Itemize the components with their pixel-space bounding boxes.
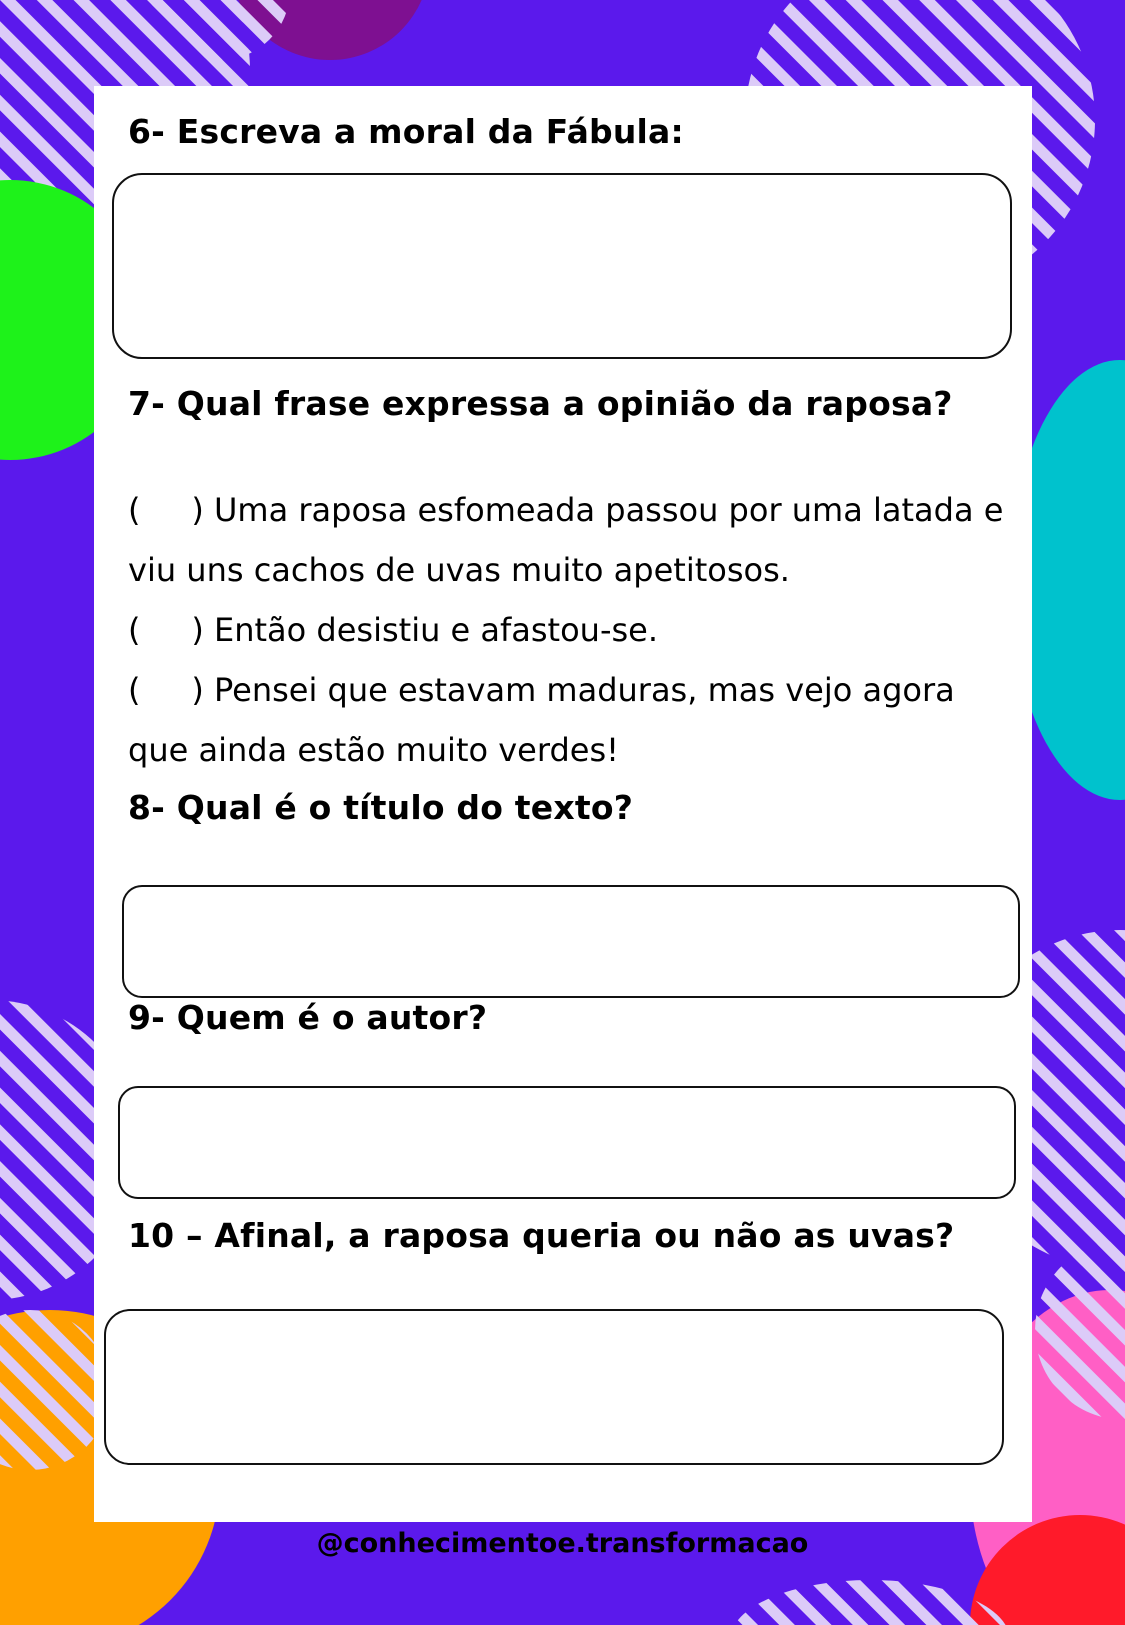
question-9-title: 9- Quem é o autor? (128, 998, 488, 1037)
answer-box-8[interactable] (122, 885, 1020, 998)
option-3-checkbox[interactable]: ( ) (128, 671, 204, 709)
answer-box-9[interactable] (118, 1086, 1016, 1199)
worksheet-card (94, 86, 1032, 1522)
option-2-checkbox[interactable]: ( ) (128, 611, 204, 649)
option-3-text: Pensei que estavam maduras, mas vejo agora que ainda estão muito verdes! (128, 671, 955, 769)
question-7-title: 7- Qual frase expressa a opinião da raposa? (128, 384, 953, 423)
answer-box-10[interactable] (104, 1309, 1004, 1465)
option-2-text: Então desistiu e afastou-se. (203, 611, 659, 649)
question-6-title: 6- Escreva a moral da Fábula: (128, 112, 684, 151)
option-1-checkbox[interactable]: ( ) (128, 491, 204, 529)
answer-box-6[interactable] (112, 173, 1012, 359)
footer-handle: @conhecimentoe.transformacao (316, 1528, 809, 1559)
option-1-text: Uma raposa esfomeada passou por uma latada e viu uns cachos de uvas muito apetitosos. (128, 491, 1004, 589)
option-1 (128, 480, 1008, 600)
striped-blob-bottom (730, 1580, 1010, 1625)
question-7-options (128, 480, 1008, 780)
question-8-title: 8- Qual é o título do texto? (128, 788, 634, 827)
question-10-title: 10 – Afinal, a raposa queria ou não as uvas? (128, 1216, 955, 1255)
option-3 (128, 660, 1008, 780)
option-2 (128, 600, 1008, 660)
